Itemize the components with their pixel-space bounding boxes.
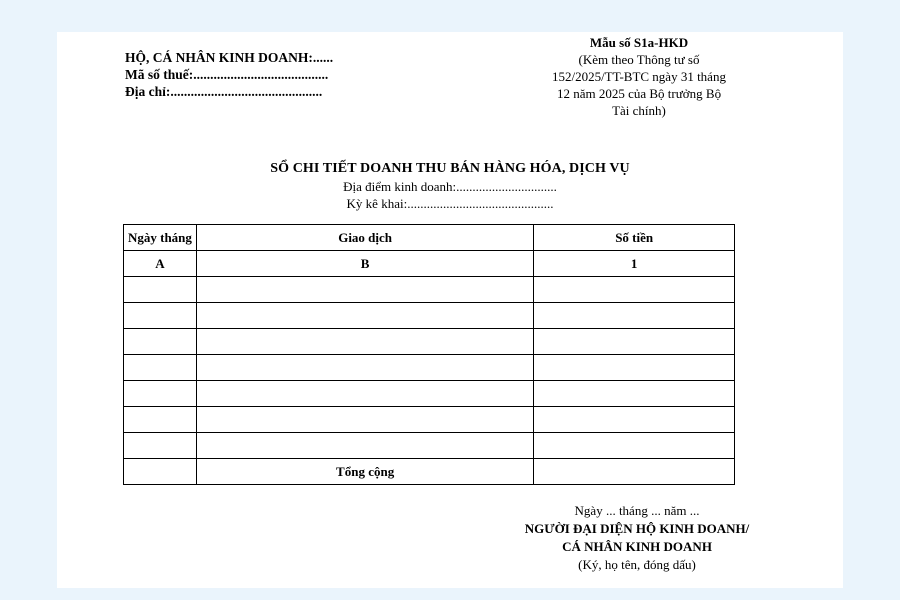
amount-cell — [534, 303, 735, 329]
signer-role-line-2: CÁ NHÂN KINH DOANH — [562, 539, 712, 554]
column-code-1: 1 — [534, 251, 735, 277]
amount-cell — [534, 381, 735, 407]
table-row — [124, 329, 735, 355]
revenue-ledger-table — [123, 224, 735, 485]
column-code-a: A — [124, 251, 197, 277]
transaction-cell — [196, 407, 533, 433]
ledger-title: SỔ CHI TIẾT DOANH THU BÁN HÀNG HÓA, DỊCH VỤ — [270, 161, 630, 176]
form-reference — [519, 34, 759, 119]
table-row — [124, 277, 735, 303]
ledger-title-block — [57, 160, 843, 212]
transaction-cell — [196, 329, 533, 355]
date-cell — [124, 329, 197, 355]
transaction-cell — [196, 277, 533, 303]
signature-note: (Ký, họ tên, đóng dấu) — [578, 557, 696, 572]
business-name-line: HỘ, CÁ NHÂN KINH DOANH:...... — [125, 50, 334, 65]
transaction-cell — [196, 303, 533, 329]
table-header-row — [124, 225, 735, 251]
column-header-date: Ngày tháng — [124, 225, 197, 251]
document-page — [57, 32, 843, 588]
amount-cell — [534, 433, 735, 459]
transaction-cell — [196, 433, 533, 459]
table-row — [124, 433, 735, 459]
business-location-line: Địa điểm kinh doanh:............................... — [343, 179, 557, 194]
total-amount-cell — [534, 459, 735, 485]
table-row — [124, 407, 735, 433]
table-row — [124, 355, 735, 381]
circular-line-4: Tài chính) — [612, 103, 666, 118]
date-cell — [124, 355, 197, 381]
address-line: Địa chỉ:............................................. — [125, 84, 323, 99]
column-header-transaction: Giao dịch — [196, 225, 533, 251]
table-row — [124, 303, 735, 329]
date-cell — [124, 381, 197, 407]
signer-role-line-1: NGƯỜI ĐẠI DIỆN HỘ KINH DOANH/ — [524, 521, 750, 536]
total-date-cell — [124, 459, 197, 485]
column-code-row — [124, 251, 735, 277]
transaction-cell — [196, 381, 533, 407]
signature-date: Ngày ... tháng ... năm ... — [574, 503, 700, 518]
table-row — [124, 381, 735, 407]
amount-cell — [534, 277, 735, 303]
circular-line-1: (Kèm theo Thông tư số — [578, 52, 700, 67]
date-cell — [124, 277, 197, 303]
column-code-b: B — [196, 251, 533, 277]
column-header-amount: Số tiền — [534, 225, 735, 251]
business-info — [125, 49, 333, 100]
date-cell — [124, 407, 197, 433]
date-cell — [124, 303, 197, 329]
date-cell — [124, 433, 197, 459]
amount-cell — [534, 355, 735, 381]
total-label: Tổng cộng — [196, 459, 533, 485]
total-row — [124, 459, 735, 485]
amount-cell — [534, 329, 735, 355]
form-number: Mẫu số S1a-HKD — [589, 35, 689, 50]
amount-cell — [534, 407, 735, 433]
circular-line-2: 152/2025/TT-BTC ngày 31 tháng — [552, 69, 726, 84]
tax-code-line: Mã số thuế:........................................ — [125, 67, 329, 82]
circular-line-3: 12 năm 2025 của Bộ trưởng Bộ — [556, 86, 722, 101]
declaration-period-line: Kỳ kê khai:............................................. — [346, 196, 554, 211]
signature-block — [497, 502, 777, 574]
transaction-cell — [196, 355, 533, 381]
